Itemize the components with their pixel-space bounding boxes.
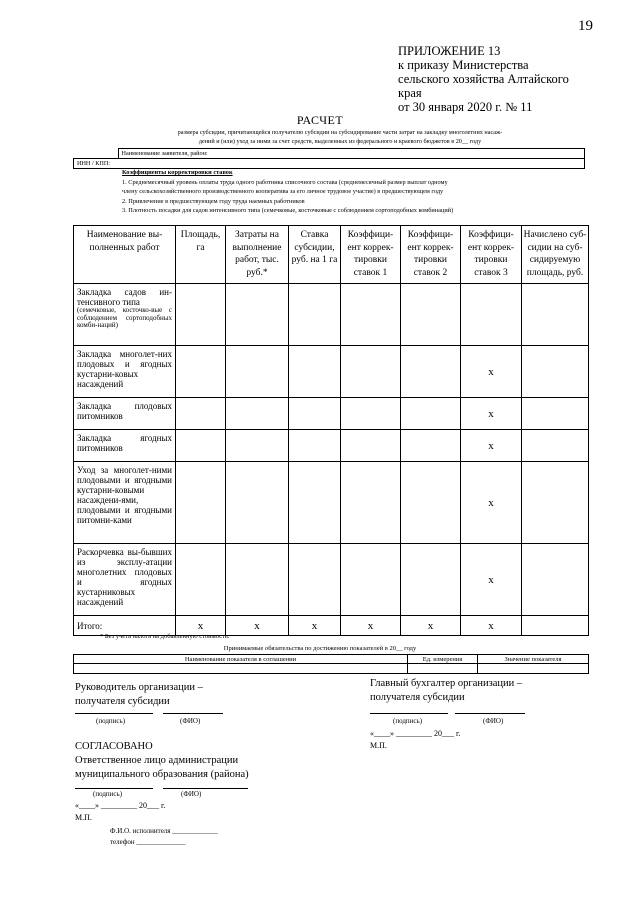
head-signature-block <box>75 681 203 709</box>
table-row <box>74 544 589 616</box>
row-name: Закладка многолет-них плодовых и ягодных кустарни-ковых насаждений <box>74 346 176 398</box>
executor-line: Ф.И.О. исполнителя _____________ <box>110 827 218 835</box>
document-subtitle <box>100 128 580 146</box>
appendix-line: сельского хозяйства Алтайского <box>398 72 569 86</box>
head-fio-label: (ФИО) <box>180 717 201 725</box>
header-coef1: Коэффици-ент коррек-тировки ставок 1 <box>341 226 401 284</box>
total-mark: x <box>401 616 461 636</box>
row-name-text: Закладка садов ин-тенсивного типа <box>77 287 172 307</box>
appendix-line: края <box>398 86 422 100</box>
row-name: Раскорчевка вы-бывших из эксплу-атации многолетних плодовых и ягодных кустарниковых насаждений <box>74 544 176 616</box>
applicant-name-label: Наименование заявителя, район: <box>118 149 585 159</box>
agreed-title: СОГЛАСОВАНО <box>75 741 153 752</box>
header-coef2: Коэффици-ент коррек-тировки ставок 2 <box>401 226 461 284</box>
coef3-cell: x <box>461 346 522 398</box>
acct-fio-label: (ФИО) <box>483 717 504 725</box>
header-coef3: Коэффици-ент коррек-тировки ставок 3 <box>461 226 522 284</box>
head-title-line: получателя субсидии <box>75 696 170 707</box>
footnote: * Без учета налога на добавленную стоимость. <box>100 633 230 640</box>
agreed-fio-line <box>163 788 248 789</box>
phone-line: телефон ______________ <box>110 838 186 846</box>
agreed-podpis-label: (подпись) <box>93 790 123 798</box>
agreed-date-line: «____» _________ 20___ г. <box>75 801 166 810</box>
table-row <box>74 284 589 346</box>
total-mark: x <box>341 616 401 636</box>
appendix-line: к приказу Министерства <box>398 58 529 72</box>
acct-fio-line <box>455 713 525 714</box>
subtitle-line: размера субсидии, причитающейся получателю субсидии на субсидирование части затрат на закладку многолетних насаж- <box>177 129 503 136</box>
total-mark: x <box>176 616 226 636</box>
coefficient-item: 1. Среднемесячный уровень оплаты труда одного работника списочного состава (среднемесячный размер выплат одному <box>122 178 448 186</box>
coef3-cell: x <box>461 398 522 430</box>
coefficient-item: 2. Привлечение в предшествующем году труда наемных работников <box>122 197 305 205</box>
page-number: 19 <box>578 18 593 34</box>
obligations-table <box>73 654 589 674</box>
coefficient-item: 3. Плотность посадки для садов интенсивного типа (семечковые, косточковые с соблюдением сортоподобных комбинаций) <box>122 207 454 215</box>
header-area: Площадь, га <box>176 226 226 284</box>
calculation-table <box>73 225 589 636</box>
acct-podpis-label: (подпись) <box>393 717 423 725</box>
total-label: Итого: <box>74 616 176 636</box>
obligations-col-unit: Ед. измерения <box>408 655 478 664</box>
head-fio-line <box>163 713 223 714</box>
total-mark: x <box>289 616 341 636</box>
coef3-cell <box>461 284 522 346</box>
total-mark: x <box>461 616 522 636</box>
row-name: Закладка плодовых питомников <box>74 398 176 430</box>
accountant-signature-block <box>370 677 522 705</box>
header-accrued: Начислено суб-сидии на суб-сидируемую площадь, руб. <box>522 226 589 284</box>
agreed-sign-line <box>75 788 153 789</box>
row-name <box>74 284 176 346</box>
header-work-name: Наименование вы-полненных работ <box>74 226 176 284</box>
coef3-cell: x <box>461 462 522 544</box>
appendix-line: от 30 января 2020 г. № 11 <box>398 100 533 114</box>
responsible-line: Ответственное лицо администрации <box>75 755 239 766</box>
coefficient-item: члену сельскохозяйственного производственного кооператива за его личное трудовое участие) в предшествующем году <box>122 188 444 196</box>
table-row <box>74 430 589 462</box>
row-name: Уход за многолет-ними плодовыми и ягодными кустарни-ковыми насаждени-ями, плодовыми и ягодными питомни-ками <box>74 462 176 544</box>
header-rate: Ставка субсидии, руб. на 1 га <box>289 226 341 284</box>
appendix-header <box>398 44 603 114</box>
table-row <box>74 462 589 544</box>
acct-mp-label: М.П. <box>370 741 387 750</box>
acct-date-line: «____» _________ 20___ г. <box>370 729 461 738</box>
obligations-col-value: Значение показателя <box>478 655 589 664</box>
appendix-line: ПРИЛОЖЕНИЕ 13 <box>398 44 501 58</box>
coefficients-heading: Коэффициенты корректировки ставок <box>122 169 233 176</box>
applicant-table <box>73 148 585 169</box>
row-name: Закладка ягодных питомников <box>74 430 176 462</box>
acct-sign-line <box>370 713 448 714</box>
coef3-cell: x <box>461 544 522 616</box>
head-podpis-label: (подпись) <box>96 717 126 725</box>
total-mark: x <box>226 616 289 636</box>
accountant-title-line: получателя субсидии <box>370 692 465 703</box>
head-title-line: Руководитель организации – <box>75 682 203 693</box>
applicant-inn-label: ИНН / КПП: <box>74 159 585 169</box>
obligations-title: Принимаемые обязательства по достижению показателей в 20__ году <box>223 645 417 652</box>
subtitle-line: дений и (или) уход за ними за счет средств, выделенных из федерального и краевого бюджетов в 20__ году <box>198 138 482 145</box>
agreed-fio-label: (ФИО) <box>181 790 202 798</box>
agreed-mp-label: М.П. <box>75 813 92 822</box>
table-row <box>74 398 589 430</box>
responsible-line: муниципального образования (района) <box>75 769 249 780</box>
table-row <box>74 346 589 398</box>
accountant-title-line: Главный бухгалтер организации – <box>370 678 523 689</box>
agreed-block <box>75 740 249 782</box>
document-title: РАСЧЕТ <box>296 113 344 127</box>
coef3-cell: x <box>461 430 522 462</box>
obligations-col-name: Наименование показателя в соглашении <box>74 655 408 664</box>
header-costs: Затраты на выполнение работ, тыс. руб.* <box>226 226 289 284</box>
row-name-note: (семечковые, косточко-вые с соблюдением сортоподобных комби-наций) <box>77 306 172 330</box>
head-sign-line <box>75 713 153 714</box>
coefficients-block <box>122 168 592 216</box>
